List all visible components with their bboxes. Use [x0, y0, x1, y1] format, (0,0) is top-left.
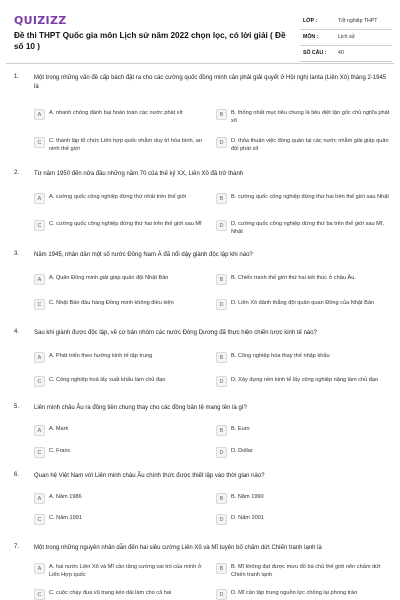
option-a[interactable] — [34, 349, 210, 371]
option-b[interactable] — [216, 422, 392, 444]
question-number: 2. — [14, 170, 20, 176]
question-text: Liên minh châu Âu ra đồng tiền chung thay cho các đồng bản tệ mang tên là gì? — [34, 405, 247, 411]
page-title: Đề thi THPT Quốc gia môn Lịch sử năm 2022 chọn lọc, có lời giải ( Đề số 10 ) — [14, 31, 286, 51]
option-letter-badge: A — [34, 425, 45, 436]
option-a[interactable] — [34, 190, 210, 212]
option-c[interactable] — [34, 586, 210, 600]
option-d[interactable] — [216, 296, 392, 318]
question-text: Từ năm 1950 đến nửa đầu những năm 70 của thế kỷ XX, Liên Xô đã trở thành — [34, 171, 244, 177]
question-text: Quan hệ Việt Nam với Liên minh châu Âu chính thức được thiết lập vào thời gian nào? — [34, 473, 265, 479]
option-text: C. thành lập tổ chức Liên hợp quốc nhằm duy trì hòa bình, an ninh thế giới — [49, 138, 202, 152]
option-letter-badge: A — [34, 563, 45, 574]
question-text: Năm 1945, nhân dân một số nước Đông Nam Á đã nổi dậy giành độc lập khi nào? — [34, 252, 253, 258]
question-number: 7. — [14, 544, 20, 550]
option-text: D. Năm 2001 — [231, 515, 264, 521]
question-item — [0, 472, 400, 542]
option-b[interactable] — [216, 271, 392, 293]
meta-key: MÔN : — [303, 34, 319, 40]
meta-row-class — [300, 14, 392, 30]
option-text: C. Franc — [49, 448, 71, 454]
option-letter-badge: D — [216, 220, 227, 231]
option-a[interactable] — [34, 422, 210, 444]
question-item — [0, 170, 400, 250]
option-letter-badge: C — [34, 220, 45, 231]
question-text: Một trong những nguyên nhân dẫn đến hai siêu cường Liên Xô và Mĩ tuyên bố chấm dứt Chiến tranh lạnh là — [34, 545, 322, 551]
option-text: A. Quân Đồng minh giải giáp quân đội Nhật Bản — [49, 275, 169, 281]
option-text: C. Nhật Bản đầu hàng Đồng minh không điều kiện — [49, 300, 174, 306]
meta-row-count — [300, 46, 392, 62]
option-d[interactable] — [216, 444, 392, 466]
option-a[interactable] — [34, 560, 210, 582]
option-text: C. cường quốc công nghiệp đứng thứ hai trên thế giới sau Mĩ — [49, 221, 202, 227]
option-letter-badge: C — [34, 589, 45, 600]
option-text: B. thống nhất mục tiêu chung là tiêu diệt tận gốc chủ nghĩa phát xít — [231, 110, 390, 124]
option-letter-badge: A — [34, 274, 45, 285]
option-d[interactable] — [216, 217, 392, 239]
option-text: B. cường quốc công nghiệp đứng thứ hai trên thế giới sau Nhật — [231, 194, 389, 200]
option-text: D. Dollar — [231, 448, 253, 454]
option-text: B. Công nghiệp hóa thay thế nhập khẩu — [231, 353, 330, 359]
option-letter-badge: D — [216, 299, 227, 310]
worksheet-meta — [300, 14, 392, 62]
option-text: B. Mĩ không đạt được mưu đồ bá chủ thế giới nên chấm dứt Chiến tranh lạnh — [231, 564, 381, 578]
option-text: D. Liên Xô đánh thắng đội quân quan Đông của Nhật Bản — [231, 300, 375, 306]
option-text: A. hai nước Liên Xô và Mĩ cần tăng cường vai trò của mình ở Liên Hợp quốc — [49, 564, 202, 578]
option-text: D. thỏa thuận việc đóng quân tại các nước nhằm giải giáp quân đội phát xít — [231, 138, 389, 152]
worksheet-header — [0, 0, 400, 62]
option-letter-badge: B — [216, 274, 227, 285]
option-b[interactable] — [216, 349, 392, 371]
option-letter-badge: D — [216, 514, 227, 525]
option-letter-badge: D — [216, 447, 227, 458]
option-letter-badge: B — [216, 493, 227, 504]
option-c[interactable] — [34, 134, 210, 156]
option-d[interactable] — [216, 586, 392, 600]
option-a[interactable] — [34, 271, 210, 293]
question-text: Sau khi giành được độc lập, về cơ bản nhóm các nước Đông Dương đã thực hiện chiến lược kinh tế nào? — [34, 330, 317, 336]
option-letter-badge: B — [216, 563, 227, 574]
question-number: 6. — [14, 472, 20, 478]
meta-value: Tốt nghiệp THPT — [338, 18, 378, 24]
option-letter-badge: D — [216, 376, 227, 387]
question-item — [0, 544, 400, 600]
meta-key: SỐ CÂU : — [303, 50, 327, 56]
question-number: 5. — [14, 404, 20, 410]
question-item — [0, 404, 400, 474]
option-text: C. cuộc chạy đua vũ trang kéo dài làm cho cả hai — [49, 590, 172, 596]
option-letter-badge: B — [216, 425, 227, 436]
meta-key: LỚP : — [303, 18, 318, 24]
option-b[interactable] — [216, 190, 392, 212]
option-text: B. Năm 1990 — [231, 494, 264, 500]
option-text: D. Xây dựng nền kinh tế lấy công nghiệp nặng làm chủ đạo — [231, 377, 379, 383]
meta-value: Lịch sử — [338, 34, 356, 40]
question-item — [0, 74, 400, 164]
option-text: A. Mark — [49, 426, 69, 432]
option-d[interactable] — [216, 134, 392, 156]
question-item — [0, 329, 400, 409]
option-c[interactable] — [34, 511, 210, 533]
option-letter-badge: A — [34, 193, 45, 204]
option-letter-badge: C — [34, 447, 45, 458]
meta-value: 40 — [338, 50, 344, 56]
option-letter-badge: D — [216, 137, 227, 148]
question-number: 3. — [14, 251, 20, 257]
option-c[interactable] — [34, 444, 210, 466]
option-text: A. Phát triển theo hướng kinh tế tập trung — [49, 353, 153, 359]
option-text: B. Euro — [231, 426, 250, 432]
meta-row-subject — [300, 30, 392, 46]
option-letter-badge: A — [34, 109, 45, 120]
question-text: Một trong những vấn đề cấp bách đặt ra cho các cường quốc đồng minh cần phải giải quyết ở Hội nghị Ianta (Liên Xô) tháng 2-1945 là — [34, 75, 387, 90]
option-d[interactable] — [216, 511, 392, 533]
option-letter-badge: B — [216, 193, 227, 204]
option-text: A. nhanh chóng đánh bại hoàn toàn các nước phát xít — [49, 110, 183, 116]
option-letter-badge: D — [216, 589, 227, 600]
question-number: 4. — [14, 329, 20, 335]
option-letter-badge: A — [34, 493, 45, 504]
option-c[interactable] — [34, 296, 210, 318]
option-text: C. Công nghiệp hoá lấy xuất khẩu làm chủ đạo — [49, 377, 166, 383]
option-text: A. cường quốc công nghiệp đứng thứ nhất trên thế giới — [49, 194, 187, 200]
option-c[interactable] — [34, 373, 210, 395]
option-d[interactable] — [216, 373, 392, 395]
option-b[interactable] — [216, 106, 392, 128]
option-a[interactable] — [34, 106, 210, 128]
option-letter-badge: B — [216, 109, 227, 120]
option-letter-badge: C — [34, 137, 45, 148]
option-text: B. Chiến tranh thế giới thứ hai kết thúc ở châu Âu. — [231, 275, 356, 281]
option-b[interactable] — [216, 560, 392, 582]
option-letter-badge: B — [216, 352, 227, 363]
option-text: D. Mĩ cần tập trung nguồn lực chống lại phong trào — [231, 590, 358, 596]
header-divider — [6, 63, 394, 64]
option-text: C. Năm 1991 — [49, 515, 82, 521]
option-a[interactable] — [34, 490, 210, 512]
option-c[interactable] — [34, 217, 210, 239]
option-text: D. cường quốc công nghiệp đứng thứ ba trên thế giới sau Mĩ, Nhật — [231, 221, 384, 235]
option-b[interactable] — [216, 490, 392, 512]
option-letter-badge: C — [34, 376, 45, 387]
quizizz-logo: QUIZIZZ — [14, 14, 67, 27]
option-letter-badge: A — [34, 352, 45, 363]
option-text: A. Năm 1986 — [49, 494, 82, 500]
question-item — [0, 251, 400, 331]
option-letter-badge: C — [34, 299, 45, 310]
option-letter-badge: C — [34, 514, 45, 525]
question-number: 1. — [14, 74, 20, 80]
